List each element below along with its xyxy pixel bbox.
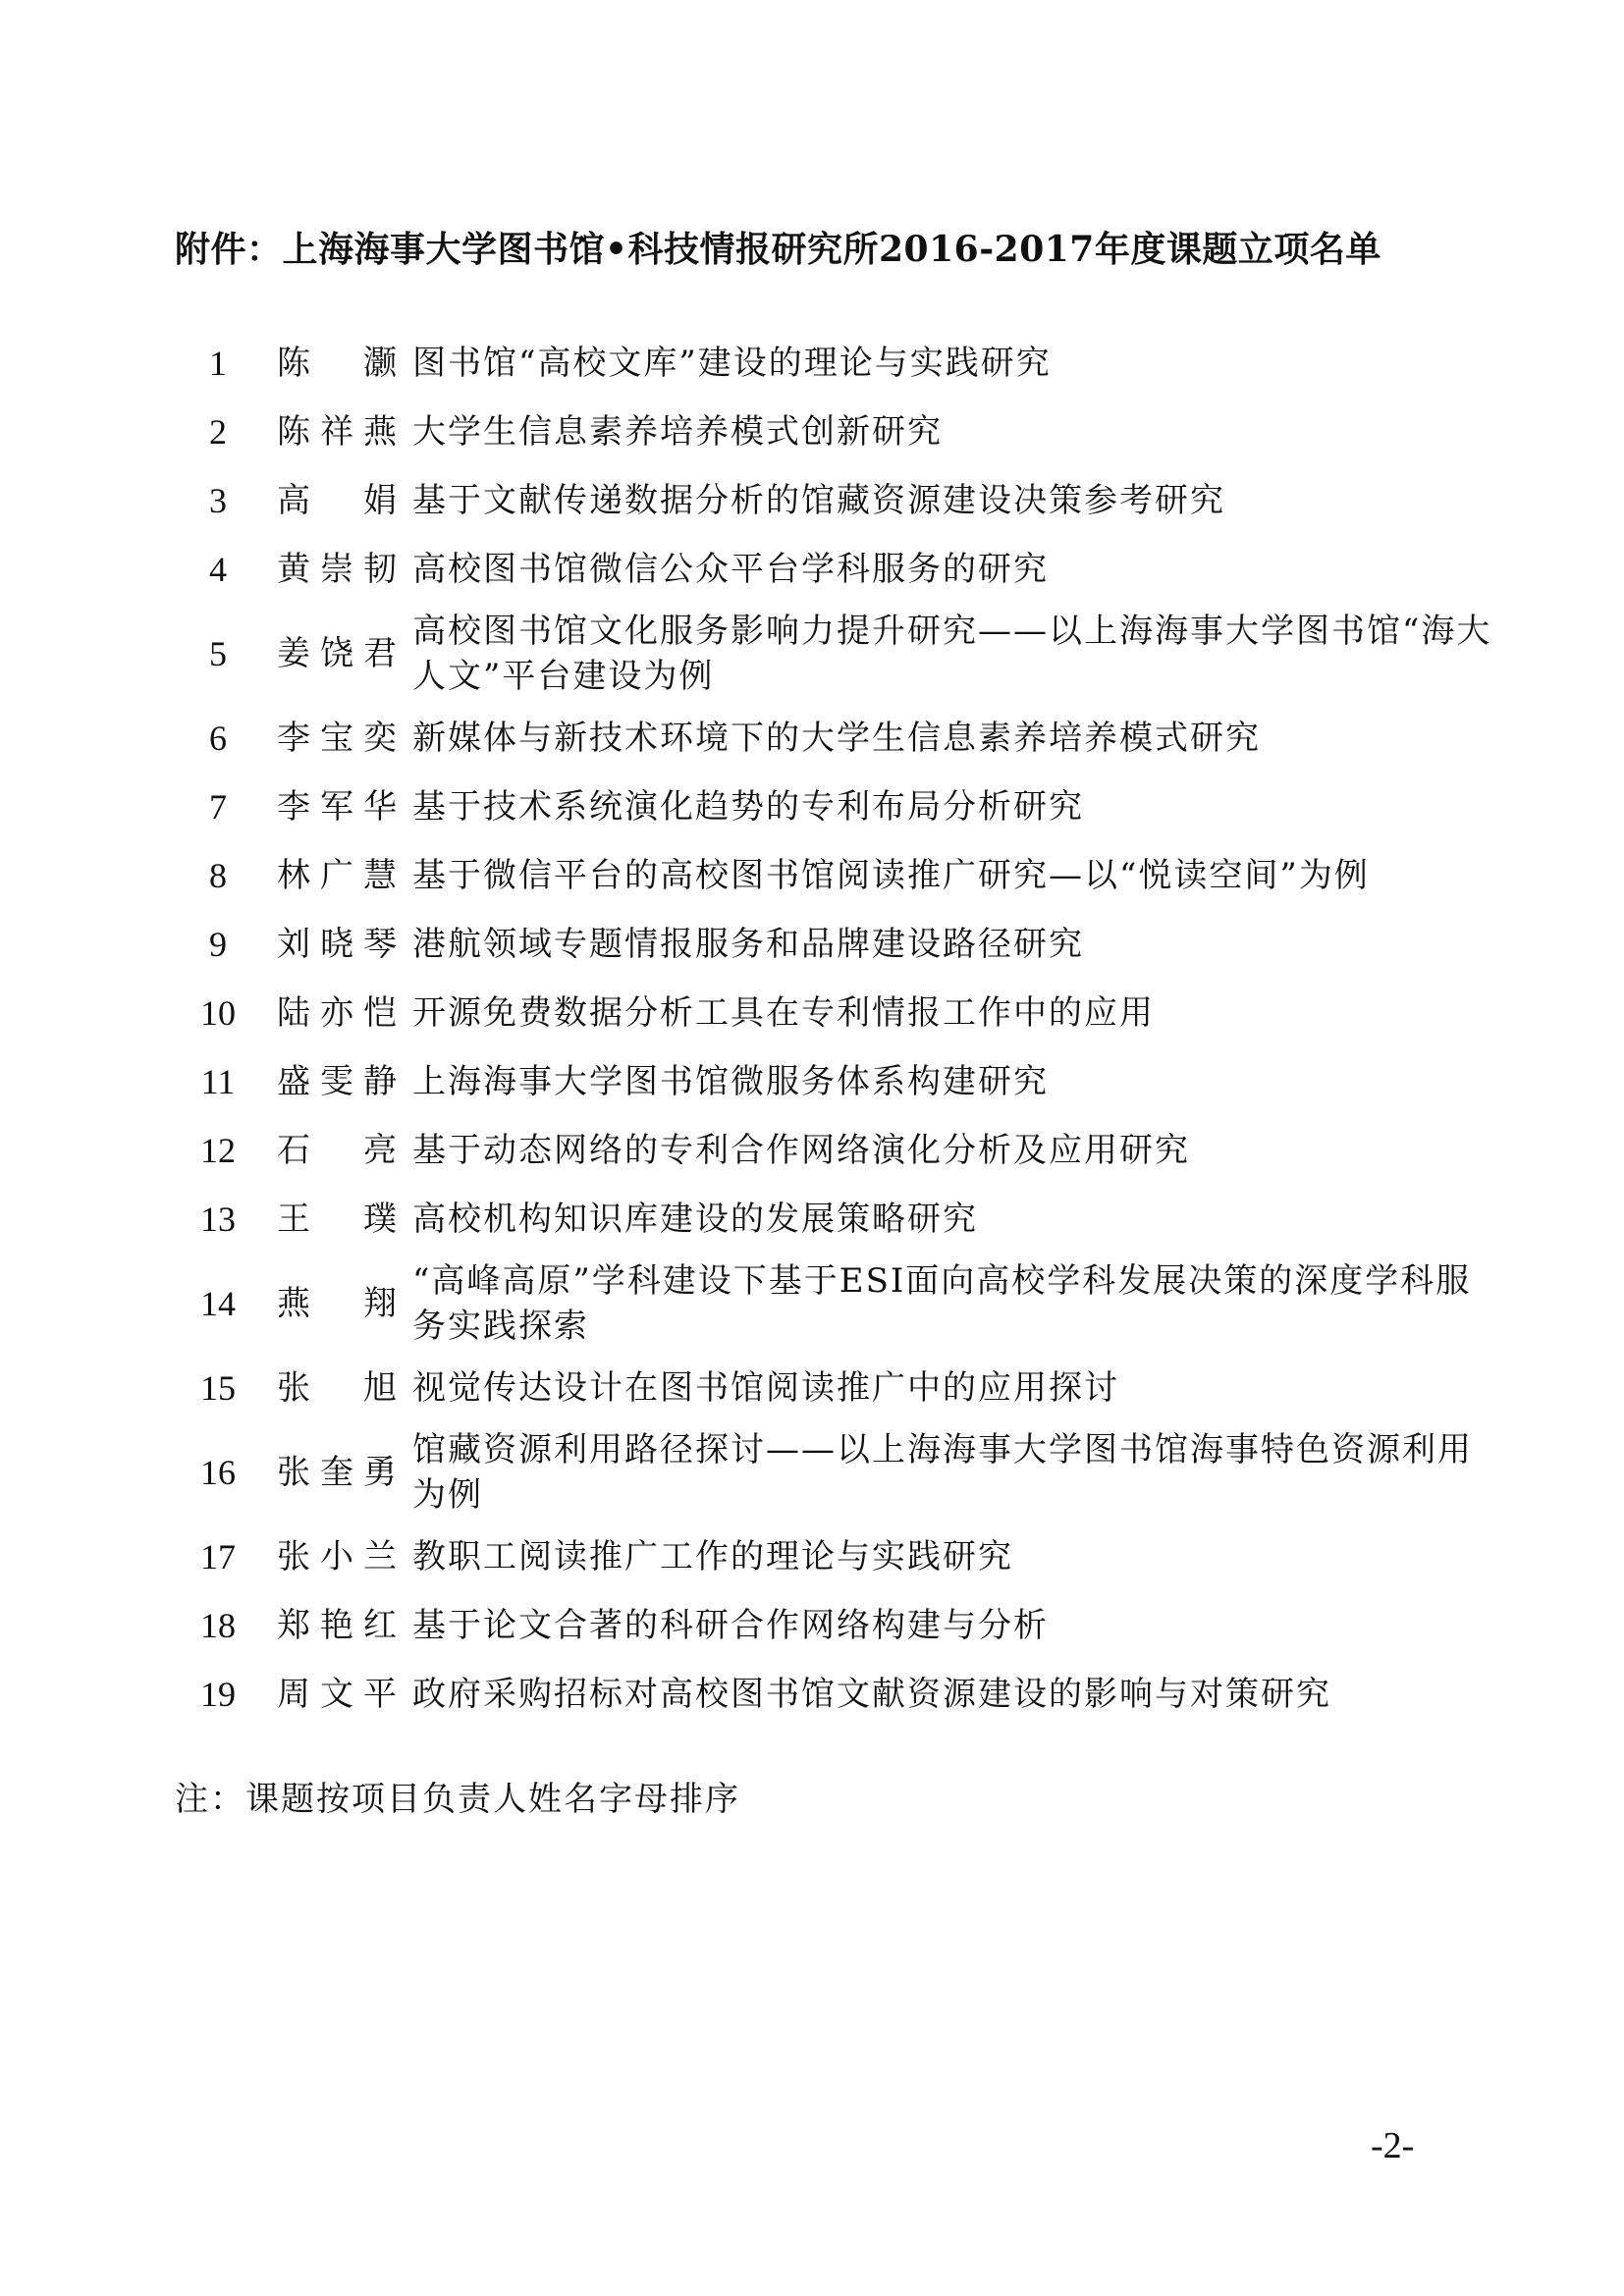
list-item <box>187 329 1522 398</box>
list-item <box>187 1522 1522 1591</box>
item-leader: 李军华 <box>277 787 399 827</box>
list-item <box>187 1660 1522 1729</box>
item-leader: 李宝奕 <box>277 719 399 758</box>
item-topic: 开源免费数据分析工具在专利情报工作中的应用 <box>412 993 1155 1033</box>
list-item <box>187 841 1522 910</box>
item-leader: 燕 翔 <box>277 1284 399 1323</box>
item-number: 16 <box>200 1453 236 1492</box>
item-leader: 姜饶君 <box>277 634 399 673</box>
item-leader: 张 旭 <box>277 1368 399 1408</box>
item-topic: 基于论文合著的科研合作网络构建与分析 <box>412 1606 1049 1645</box>
item-topic: 图书馆“高校文库”建设的理论与实践研究 <box>412 344 1052 383</box>
page-number: -2- <box>1371 2125 1415 2166</box>
list-item <box>187 604 1522 704</box>
sort-note: 注：课题按项目负责人姓名字母排序 <box>175 1780 740 1819</box>
item-leader: 高 娟 <box>277 481 399 520</box>
item-number: 19 <box>200 1675 236 1714</box>
item-number: 2 <box>209 412 227 452</box>
list-item <box>187 1047 1522 1116</box>
item-leader: 陈 灏 <box>277 344 399 383</box>
item-number: 8 <box>209 856 227 895</box>
item-number: 17 <box>200 1537 236 1576</box>
item-number: 7 <box>209 787 227 827</box>
item-topic: 馆藏资源利用路径探讨——以上海海事大学图书馆海事特色资源利用为例 <box>412 1430 1473 1515</box>
item-leader: 张小兰 <box>277 1537 399 1576</box>
list-item <box>187 1591 1522 1660</box>
item-leader: 刘晓琴 <box>277 925 399 964</box>
item-number: 1 <box>209 344 227 383</box>
list-item <box>187 398 1522 466</box>
item-topic: 基于文献传递数据分析的馆藏资源建设决策参考研究 <box>412 481 1225 520</box>
list-item <box>187 910 1522 979</box>
item-topic: 高校图书馆文化服务影响力提升研究——以上海海事大学图书馆“海大人文”平台建设为例 <box>412 612 1492 696</box>
item-topic: 教职工阅读推广工作的理论与实践研究 <box>412 1537 1013 1576</box>
item-number: 14 <box>200 1284 236 1323</box>
item-leader: 郑艳红 <box>277 1606 399 1645</box>
list-item <box>187 1254 1522 1354</box>
list-item <box>187 1354 1522 1422</box>
item-number: 9 <box>209 925 227 964</box>
item-number: 15 <box>200 1368 236 1408</box>
item-leader: 王 璞 <box>277 1200 399 1239</box>
list-item <box>187 466 1522 535</box>
item-topic: 视觉传达设计在图书馆阅读推广中的应用探讨 <box>412 1368 1119 1408</box>
list-item <box>187 535 1522 604</box>
item-number: 10 <box>200 993 236 1033</box>
list-item <box>187 1116 1522 1185</box>
item-number: 4 <box>209 550 227 589</box>
item-topic: 上海海事大学图书馆微服务体系构建研究 <box>412 1062 1049 1101</box>
list-item <box>187 1185 1522 1254</box>
item-topic: 港航领域专题情报服务和品牌建设路径研究 <box>412 925 1084 964</box>
item-number: 12 <box>200 1131 236 1170</box>
item-number: 11 <box>200 1062 236 1101</box>
item-leader: 陈祥燕 <box>277 412 399 452</box>
item-topic: 高校机构知识库建设的发展策略研究 <box>412 1200 978 1239</box>
project-list <box>187 329 1522 1729</box>
item-leader: 盛雯静 <box>277 1062 399 1101</box>
item-topic: “高峰高原”学科建设下基于ESI面向高校学科发展决策的深度学科服务实践探索 <box>412 1261 1472 1346</box>
item-number: 13 <box>200 1200 236 1239</box>
item-leader: 周文平 <box>277 1675 399 1714</box>
item-topic: 基于动态网络的专利合作网络演化分析及应用研究 <box>412 1131 1190 1170</box>
item-topic: 基于微信平台的高校图书馆阅读推广研究—以“悦读空间”为例 <box>412 856 1370 895</box>
item-topic: 基于技术系统演化趋势的专利布局分析研究 <box>412 787 1084 827</box>
list-item <box>187 979 1522 1047</box>
item-topic: 高校图书馆微信公众平台学科服务的研究 <box>412 550 1049 589</box>
item-topic: 大学生信息素养培养模式创新研究 <box>412 412 943 452</box>
page-title: 附件：上海海事大学图书馆•科技情报研究所2016-2017年度课题立项名单 <box>175 229 1381 270</box>
list-item <box>187 704 1522 773</box>
item-leader: 林广慧 <box>277 856 399 895</box>
item-number: 5 <box>209 634 227 673</box>
item-leader: 陆亦恺 <box>277 993 399 1033</box>
item-number: 3 <box>209 481 227 520</box>
list-item <box>187 773 1522 841</box>
item-topic: 新媒体与新技术环境下的大学生信息素养培养模式研究 <box>412 719 1261 758</box>
item-leader: 张奎勇 <box>277 1453 399 1492</box>
item-number: 18 <box>200 1606 236 1645</box>
item-leader: 石 亮 <box>277 1131 399 1170</box>
item-leader: 黄崇韧 <box>277 550 399 589</box>
item-topic: 政府采购招标对高校图书馆文献资源建设的影响与对策研究 <box>412 1675 1331 1714</box>
item-number: 6 <box>209 719 227 758</box>
list-item <box>187 1422 1522 1522</box>
